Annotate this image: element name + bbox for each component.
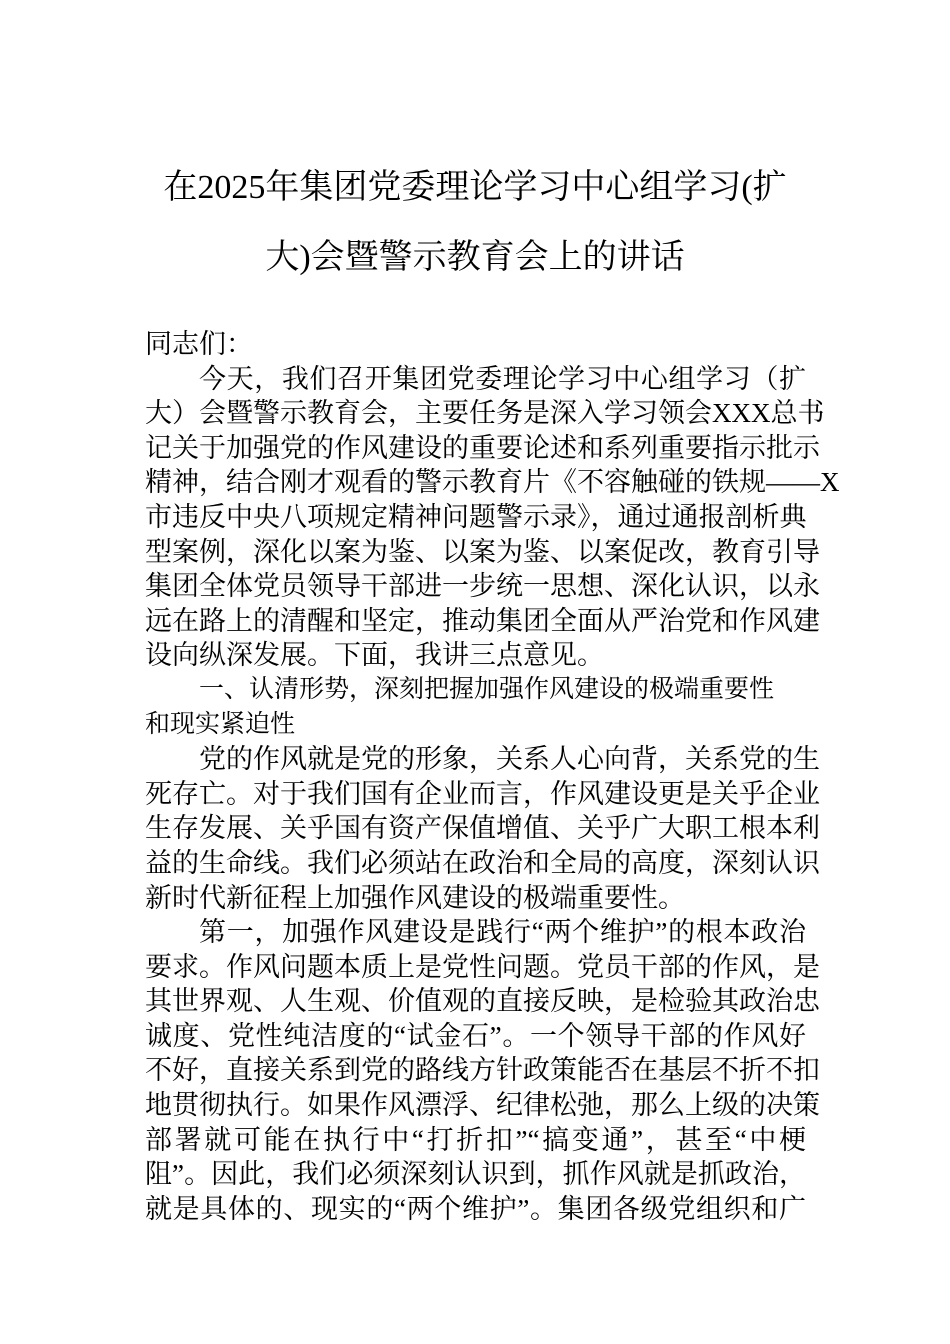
text-line: 生存发展、关乎国有资产保值增值、关乎广大职工根本利 (145, 813, 820, 844)
text-line: 不好，直接关系到党的路线方针政策能否在基层不折不扣 (145, 1055, 820, 1086)
text-line: 地贯彻执行。如果作风漂浮、纪律松弛，那么上级的决策 (145, 1090, 820, 1121)
text-line: 第一，加强作风建设是践行“两个维护”的根本政治 (199, 917, 806, 948)
paragraph (145, 915, 820, 1226)
text-line: 要求。作风问题本质上是党性问题。党员干部的作风，是 (145, 951, 820, 982)
section-heading (145, 673, 806, 742)
text-line: 市违反中央八项规定精神问题警示录》，通过通报剖析典 (145, 501, 807, 532)
text-line: 其世界观、人生观、价值观的直接反映，是检验其政治忠 (145, 986, 820, 1017)
text-line: 大）会暨警示教育会，主要任务是深入学习领会XXX总书 (145, 398, 825, 429)
document-title-line-1: 在2025年集团党委理论学习中心组学习(扩 (163, 169, 787, 206)
text-line: 新时代新征程上加强作风建设的极端重要性。 (145, 882, 685, 913)
document-title-line-2: 大)会暨警示教育会上的讲话 (265, 239, 685, 276)
text-line: 集团全体党员领导干部进一步统一思想、深化认识，以永 (145, 571, 820, 602)
text-line: 阻”。因此，我们必须深刻认识到，抓作风就是抓政治， (145, 1159, 806, 1190)
text-line: 一、认清形势，深刻把握加强作风建设的极端重要性 (199, 675, 775, 703)
text-line: 死存亡。对于我们国有企业而言，作风建设更是关乎企业 (145, 778, 820, 809)
salutation: 同志们： (145, 329, 253, 359)
paragraph (145, 362, 840, 673)
text-line: 型案例，深化以案为鉴、以案为鉴、以案促改，教育引导 (145, 536, 820, 567)
text-line: 今天，我们召开集团党委理论学习中心组学习（扩 (199, 363, 806, 394)
text-line: 和现实紧迫性 (145, 710, 296, 738)
text-line: 设向纵深发展。下面，我讲三点意见。 (145, 640, 604, 671)
paragraph (145, 742, 820, 915)
text-line: 精神，结合刚才观看的警示教育片《不容触碰的铁规——X (145, 467, 840, 498)
text-line: 诚度、党性纯洁度的“试金石”。一个领导干部的作风好 (145, 1020, 806, 1051)
text-line: 记关于加强党的作风建设的重要论述和系列重要指示批示 (145, 432, 820, 463)
text-line: 就是具体的、现实的“两个维护”。集团各级党组织和广 (145, 1193, 806, 1224)
document-body (145, 327, 840, 1226)
text-line: 远在路上的清醒和坚定，推动集团全面从严治党和作风建 (145, 605, 820, 636)
text-line: 党的作风就是党的形象，关系人心向背，关系党的生 (199, 744, 820, 775)
text-line: 部署就可能在执行中“打折扣”“搞变通”，甚至“中梗 (145, 1124, 806, 1155)
text-line: 益的生命线。我们必须站在政治和全局的高度，深刻认识 (145, 847, 820, 878)
